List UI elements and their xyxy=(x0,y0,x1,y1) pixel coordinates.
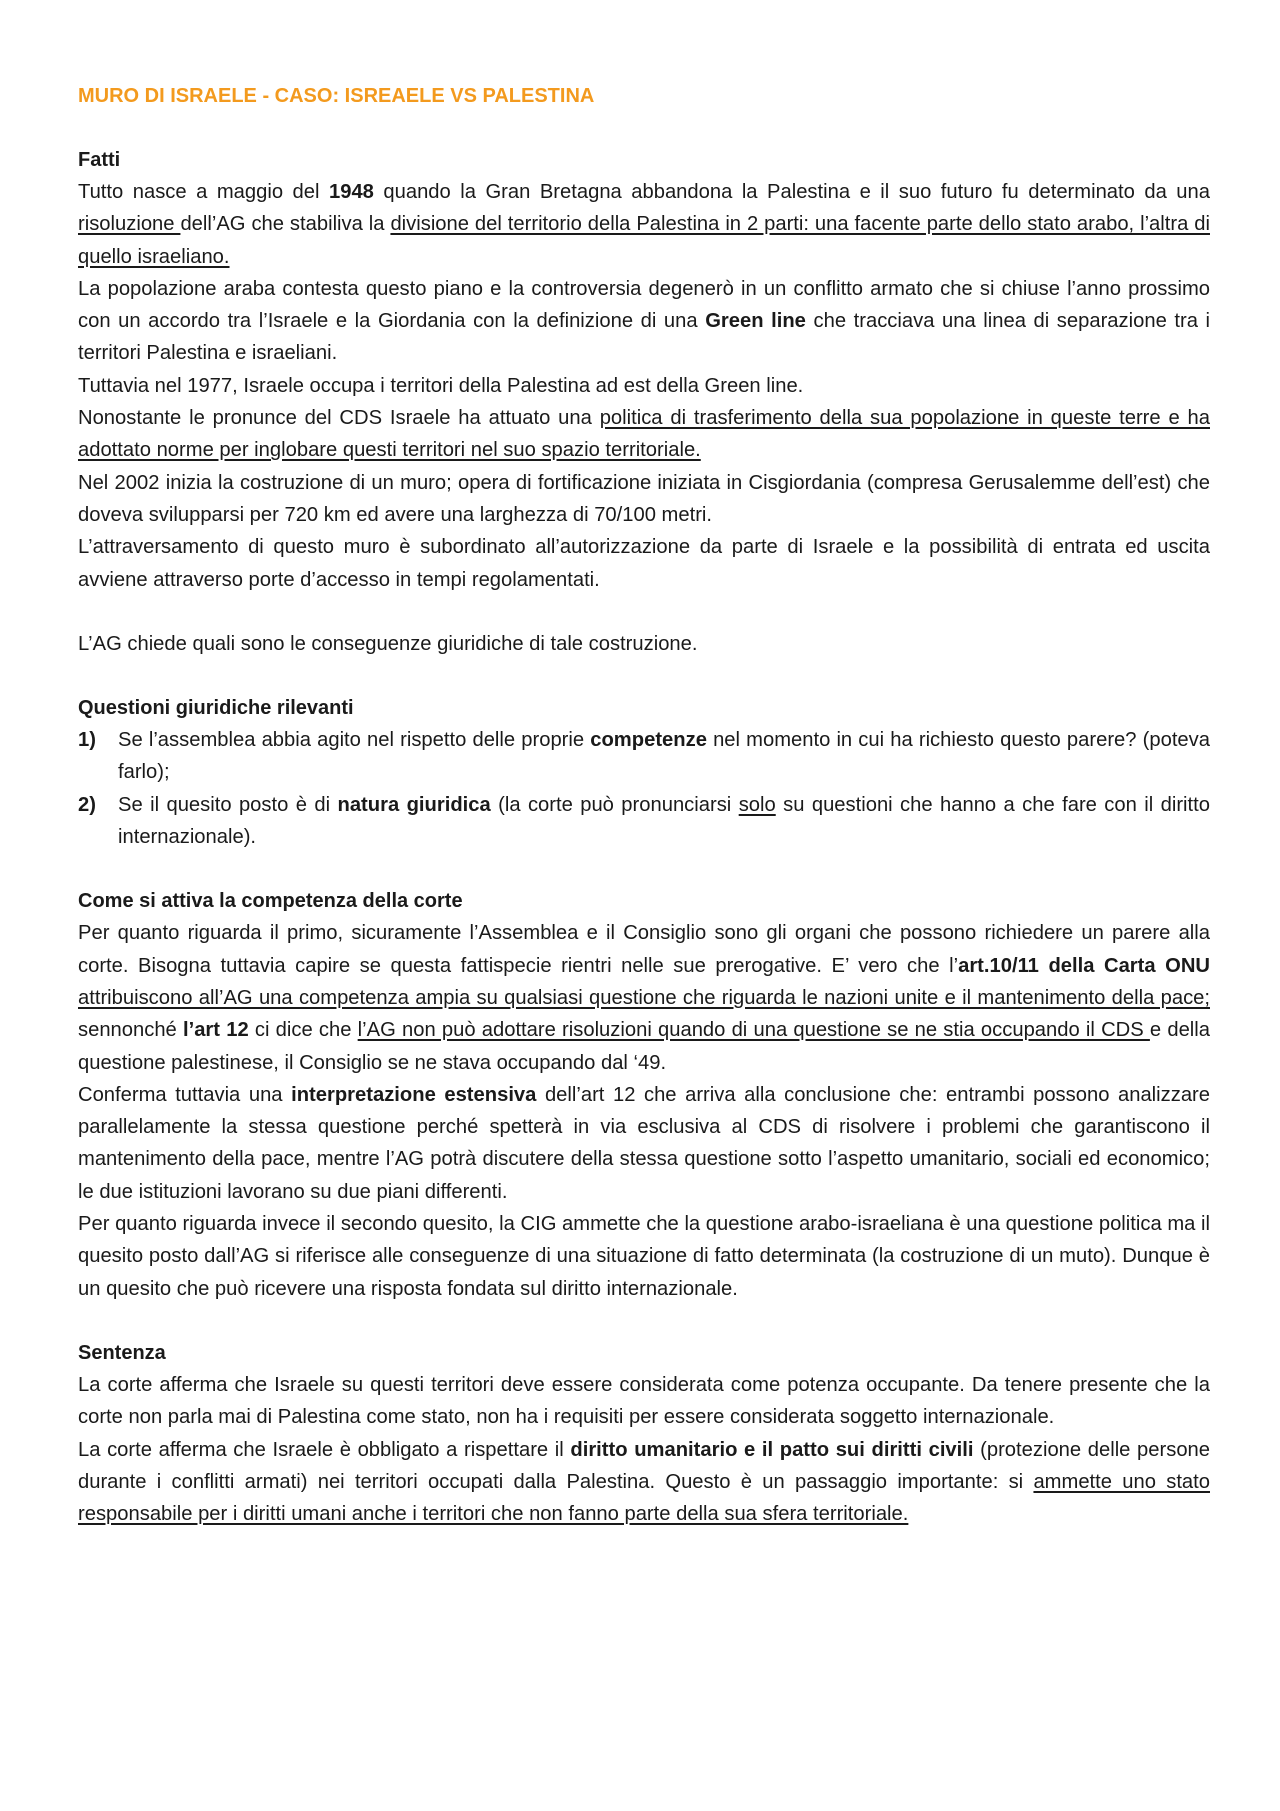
heading-competenza: Come si attiva la competenza della corte xyxy=(78,890,463,913)
paragraph-fatti-4 xyxy=(78,402,1210,467)
heading-fatti: Fatti xyxy=(78,149,121,171)
paragraph-competenza-3: Per quanto riguarda invece il secondo quesito, la CIG ammette che la questione arabo-israeliana è una questione politica ma il quesito posto dall’AG si riferisce alle conseguenze di una situazione di fatto determinata (la costruzione di un muto). Dunque è un quesito che può ricevere una risposta fondata sul diritto internazionale. xyxy=(78,1213,1210,1300)
spacer xyxy=(78,660,1210,692)
bold-green-line: Green line xyxy=(705,310,806,333)
text-span: Per quanto riguarda il primo, sicuramente l’Assemblea e il Consiglio sono gli organi che possono richiedere un parere alla corte. Bisogna tuttavia capire se questa fattispecie rientri nelle sue prerogative. E’ vero che l’ xyxy=(78,922,1210,977)
section-fatti xyxy=(78,144,1210,660)
underlined-text: divisione del territorio della Palestina in 2 parti: una facente parte dello stato arabo, l’altra di quello israeliano. xyxy=(78,213,1210,268)
heading-sentenza: Sentenza xyxy=(78,1341,166,1364)
text-span: ci dice che xyxy=(248,1019,358,1042)
spacer xyxy=(78,853,1210,885)
list-item xyxy=(78,789,1210,854)
bold-text: art.10/11 della Carta ONU xyxy=(958,954,1210,977)
bold-text: natura giuridica xyxy=(337,793,491,816)
text-span: nel momento in cui ha richiesto questo parere? (poteva farlo); xyxy=(118,729,1210,784)
bold-text: diritto umanitario e il patto sui diritti civili xyxy=(570,1438,974,1461)
text-span: dell’AG che stabiliva la xyxy=(180,213,391,236)
text-span: Tutto nasce a maggio del xyxy=(78,181,329,203)
list-number: 1) xyxy=(78,729,96,752)
text-span: (protezione delle persone durante i conflitti armati) nei territori occupati dalla Palestina. Questo è un passaggio importante: si xyxy=(78,1438,1210,1493)
list-item xyxy=(78,724,1210,789)
section-competenza xyxy=(78,885,1210,1305)
text-span: (la corte può pronunciarsi xyxy=(490,793,739,816)
underlined-text: solo xyxy=(738,793,776,816)
underlined-text: risoluzione xyxy=(78,213,181,236)
text-span: Conferma tuttavia una xyxy=(78,1083,292,1106)
paragraph-fatti-6: L’attraversamento di questo muro è subordinato all’autorizzazione da parte di Israele e la possibilità di entrata ed uscita avviene attraverso porte d’accesso in tempi regolamentati. xyxy=(78,536,1210,591)
text-span: Se il quesito posto è di xyxy=(118,793,338,816)
text-span: Nonostante le pronunce del CDS Israele ha attuato una xyxy=(78,407,600,430)
text-span: Se l’assemblea abbia agito nel rispetto delle proprie xyxy=(118,729,591,752)
section-questioni xyxy=(78,692,1210,853)
paragraph-sentenza-1: La corte afferma che Israele su questi territori deve essere considerata come potenza occupante. Da tenere presente che la corte non parla mai di Palestina come stato, non ha i requisiti per essere considerata soggetto internazionale. xyxy=(78,1373,1210,1429)
paragraph-fatti-1 xyxy=(78,176,1210,273)
bold-text: l’art 12 xyxy=(182,1019,249,1042)
paragraph-fatti-5: Nel 2002 inizia la costruzione di un muro; opera di fortificazione iniziata in Cisgiordania (compresa Gerusalemme dell’est) che doveva svilupparsi per 720 km ed avere una larghezza di 70/100 metri. xyxy=(78,471,1210,526)
list-number: 2) xyxy=(78,793,96,816)
section-sentenza xyxy=(78,1337,1210,1530)
text-span: che tracciava una linea di separazione tra i territori Palestina e israeliani. xyxy=(78,310,1211,365)
bold-text: interpretazione estensiva xyxy=(291,1083,537,1106)
underlined-text: ammette uno stato responsabile per i diritti umani anche i territori che non fanno parte della sua sfera territoriale. xyxy=(78,1470,1210,1526)
text-span: La popolazione araba contesta questo piano e la controversia degenerò in un conflitto armato che si chiuse l’anno prossimo con un accordo tra l’Israele e la Giordania con la definizione di una xyxy=(78,277,1210,333)
bold-text: competenze xyxy=(590,729,707,752)
text-span: dell’art 12 che arriva alla conclusione che: entrambi possono analizzare parallelamente la stessa questione perché spetterà in via esclusiva al CDS di risolvere i problemi che garantiscono il mantenimento della pace, mentre l’AG potrà discutere della stessa questione sotto l’aspetto umanitario, sociali ed economico; le due istituzioni lavorano su due piani differenti. xyxy=(78,1083,1211,1203)
text-span: e della questione palestinese, il Consiglio se ne stava occupando dal ‘49. xyxy=(78,1019,1210,1074)
document-title: MURO DI ISRAELE - CASO: ISREAELE VS PALESTINA xyxy=(78,85,595,107)
spacer xyxy=(78,1305,1210,1337)
text-span: sennonché xyxy=(78,1019,183,1042)
bold-year: 1948 xyxy=(328,181,374,203)
paragraph-fatti-3: Tuttavia nel 1977, Israele occupa i territori della Palestina ad est della Green line. xyxy=(78,374,804,397)
paragraph-fatti-2 xyxy=(78,273,1210,370)
underlined-text: attribuiscono all’AG una competenza ampia su qualsiasi questione che riguarda le nazioni unite e il mantenimento della pace; xyxy=(78,986,1210,1009)
heading-questioni: Questioni giuridiche rilevanti xyxy=(78,697,354,720)
paragraph-competenza-2 xyxy=(78,1079,1210,1208)
text-span: su questioni che hanno a che fare con il diritto internazionale). xyxy=(118,793,1210,849)
paragraph-fatti-7: L’AG chiede quali sono le conseguenze giuridiche di tale costruzione. xyxy=(78,632,698,655)
text-span: La corte afferma che Israele è obbligato a rispettare il xyxy=(78,1438,571,1461)
underlined-text: l’AG non può adottare risoluzioni quando di una questione se ne stia occupando il CDS xyxy=(357,1019,1150,1042)
text-span: quando la Gran Bretagna abbandona la Palestina e il suo futuro fu determinato da una xyxy=(373,181,1210,203)
questioni-list xyxy=(78,724,1210,853)
paragraph-competenza-1 xyxy=(78,917,1210,1078)
underlined-text: politica di trasferimento della sua popolazione in queste terre e ha adottato norme per inglobare questi territori nel suo spazio territoriale. xyxy=(78,407,1210,462)
spacer xyxy=(78,596,1210,628)
paragraph-sentenza-2 xyxy=(78,1434,1210,1531)
